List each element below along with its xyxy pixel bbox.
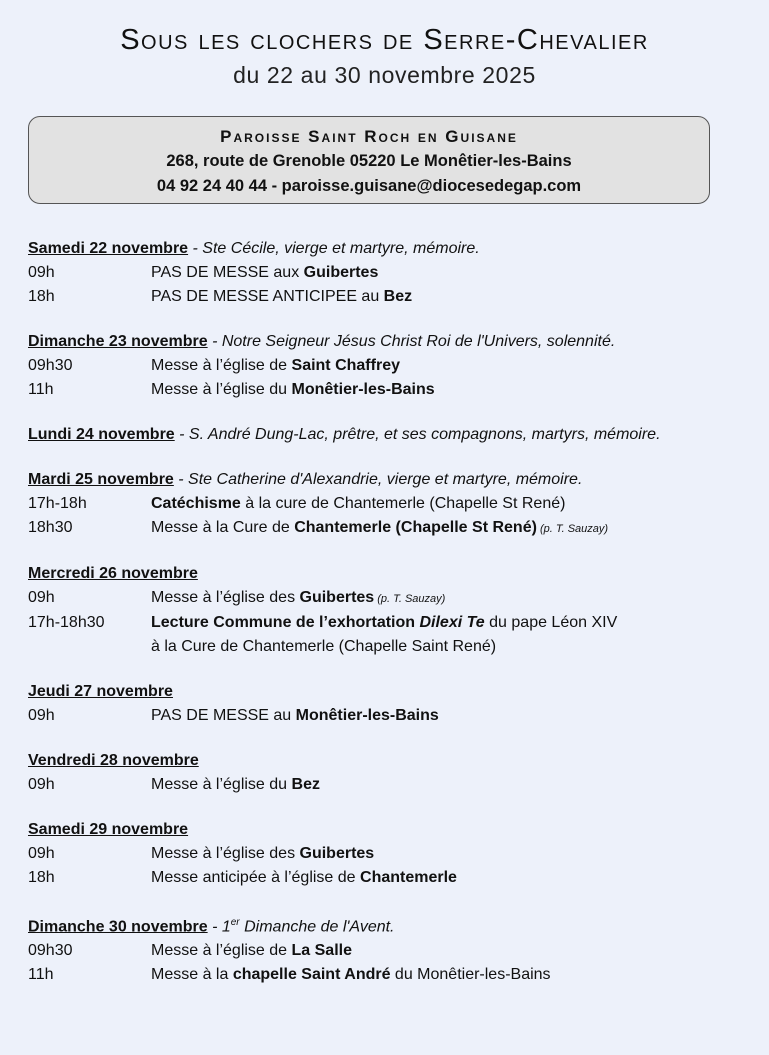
day-heading xyxy=(28,818,758,842)
schedule-row xyxy=(28,516,758,541)
mass-schedule xyxy=(28,237,758,1008)
description-text: PAS DE MESSE aux xyxy=(151,264,304,281)
description-place: Lecture Commune de l’exhortation xyxy=(151,614,420,631)
description-place: Saint Chaffrey xyxy=(291,357,400,374)
day-block xyxy=(28,749,758,797)
schedule-row xyxy=(28,261,758,285)
day-name: Mercredi 26 novembre xyxy=(28,565,198,582)
row-description xyxy=(151,866,758,890)
description-place: Bez xyxy=(291,776,320,793)
row-time: 09h xyxy=(28,707,55,724)
day-block xyxy=(28,237,758,309)
row-description xyxy=(151,354,758,378)
day-block xyxy=(28,423,758,447)
row-description xyxy=(151,773,758,797)
day-heading xyxy=(28,468,758,492)
day-block xyxy=(28,818,758,890)
description-place: Chantemerle xyxy=(360,869,457,886)
row-time: 09h xyxy=(28,264,55,281)
schedule-row xyxy=(28,704,758,728)
description-place: chapelle Saint André xyxy=(232,966,391,984)
row-time: 17h-18h xyxy=(28,495,87,512)
day-heading xyxy=(28,423,758,447)
description-place: La Salle xyxy=(291,942,352,960)
day-name: Vendredi 28 novembre xyxy=(28,752,199,769)
schedule-row xyxy=(28,939,758,963)
description-text: PAS DE MESSE au xyxy=(151,707,296,724)
description-title: Dilexi Te xyxy=(419,614,485,631)
row-time: 09h30 xyxy=(28,942,73,960)
celebrant-note: (p. T. Sauzay) xyxy=(374,593,446,605)
row-description xyxy=(151,586,758,611)
day-feast: - S. André Dung-Lac, prêtre, et ses compagnons, martyrs, mémoire. xyxy=(174,426,661,443)
parish-info-box xyxy=(28,116,710,204)
description-text-after: à la cure de Chantemerle (Chapelle St René) xyxy=(240,495,566,512)
description-text: PAS DE MESSE ANTICIPEE au xyxy=(151,288,384,305)
description-text-after: du pape Léon XIV xyxy=(484,614,618,631)
day-block xyxy=(28,330,758,402)
row-time: 09h xyxy=(28,589,55,606)
parish-contact: 04 92 24 40 44 - paroisse.guisane@diocesedegap.com xyxy=(156,177,582,195)
row-time: 09h30 xyxy=(28,357,73,374)
description-continuation: à la Cure de Chantemerle (Chapelle Saint René) xyxy=(151,638,497,655)
description-text: Messe à l’église du xyxy=(151,381,292,398)
day-heading xyxy=(28,911,758,939)
description-place: Monêtier-les-Bains xyxy=(291,381,435,398)
description-text-after: du Monêtier-les-Bains xyxy=(390,966,551,984)
description-place: Guibertes xyxy=(299,589,375,606)
description-text: Messe à l’église de xyxy=(151,942,292,960)
day-feast: - Notre Seigneur Jésus Christ Roi de l'Univers, solennité. xyxy=(207,333,616,350)
description-text: Messe à la Cure de xyxy=(151,519,295,536)
row-time: 17h-18h30 xyxy=(28,614,105,631)
day-name: Jeudi 27 novembre xyxy=(28,683,173,700)
row-description xyxy=(151,963,758,987)
description-place: Chantemerle (Chapelle St René) xyxy=(294,519,537,536)
row-description xyxy=(151,492,758,516)
celebrant-note: (p. T. Sauzay) xyxy=(536,523,609,535)
row-description xyxy=(151,378,758,402)
day-heading xyxy=(28,680,758,704)
description-text: Messe à l’église de xyxy=(151,357,292,374)
row-description xyxy=(151,611,758,659)
schedule-row xyxy=(28,866,758,890)
day-feast: - Ste Catherine d'Alexandrie, vierge et martyre, mémoire. xyxy=(173,471,583,488)
schedule-row xyxy=(28,963,758,987)
day-name: Dimanche 23 novembre xyxy=(28,333,208,350)
day-block xyxy=(28,911,758,987)
row-description xyxy=(151,842,758,866)
day-feast: - 1 xyxy=(207,918,231,936)
day-feast-superscript: er xyxy=(230,917,240,928)
day-feast: - Ste Cécile, vierge et martyre, mémoire. xyxy=(188,240,480,257)
row-description xyxy=(151,939,758,963)
parish-address: 268, route de Grenoble 05220 Le Monêtier-les-Bains xyxy=(166,152,572,170)
schedule-row xyxy=(28,354,758,378)
day-heading xyxy=(28,562,758,586)
row-description xyxy=(151,285,758,309)
row-time: 11h xyxy=(28,381,54,398)
description-text: Messe à la xyxy=(151,966,233,984)
day-name: Samedi 29 novembre xyxy=(28,821,189,838)
day-block xyxy=(28,562,758,659)
row-time: 11h xyxy=(28,966,54,984)
parish-name: Paroisse Saint Roch en Guisane xyxy=(220,127,518,146)
row-time: 09h xyxy=(28,845,55,862)
schedule-row xyxy=(28,586,758,611)
day-heading xyxy=(28,237,758,261)
description-place: Guibertes xyxy=(299,845,375,862)
row-time: 18h xyxy=(28,288,55,305)
description-text: Messe anticipée à l’église de xyxy=(151,869,361,886)
row-description xyxy=(151,261,758,285)
row-time: 09h xyxy=(28,776,55,793)
day-feast-continued: Dimanche de l'Avent. xyxy=(239,918,395,936)
description-text: Messe à l’église des xyxy=(151,845,300,862)
schedule-row xyxy=(28,492,758,516)
description-text: Messe à l’église des xyxy=(151,589,300,606)
description-place: Bez xyxy=(383,288,413,305)
description-place: Guibertes xyxy=(303,264,379,281)
page-subtitle: du 22 au 30 novembre 2025 xyxy=(233,62,536,88)
day-block xyxy=(28,680,758,728)
day-name: Lundi 24 novembre xyxy=(28,426,175,443)
schedule-row xyxy=(28,773,758,797)
row-description xyxy=(151,704,758,728)
description-place: Catéchisme xyxy=(151,495,241,512)
day-name: Samedi 22 novembre xyxy=(28,240,189,257)
day-name: Dimanche 30 novembre xyxy=(28,918,208,936)
row-time: 18h xyxy=(28,869,55,886)
description-place: Monêtier-les-Bains xyxy=(295,707,439,724)
schedule-row xyxy=(28,378,758,402)
day-heading xyxy=(28,749,758,773)
schedule-row xyxy=(28,285,758,309)
description-text: Messe à l’église du xyxy=(151,776,292,793)
schedule-row xyxy=(28,842,758,866)
schedule-row xyxy=(28,611,758,659)
row-time: 18h30 xyxy=(28,519,73,536)
day-heading xyxy=(28,330,758,354)
row-description xyxy=(151,516,758,541)
day-name: Mardi 25 novembre xyxy=(28,471,174,488)
page-title: Sous les clochers de Serre-Chevalier xyxy=(120,24,649,56)
day-block xyxy=(28,468,758,541)
